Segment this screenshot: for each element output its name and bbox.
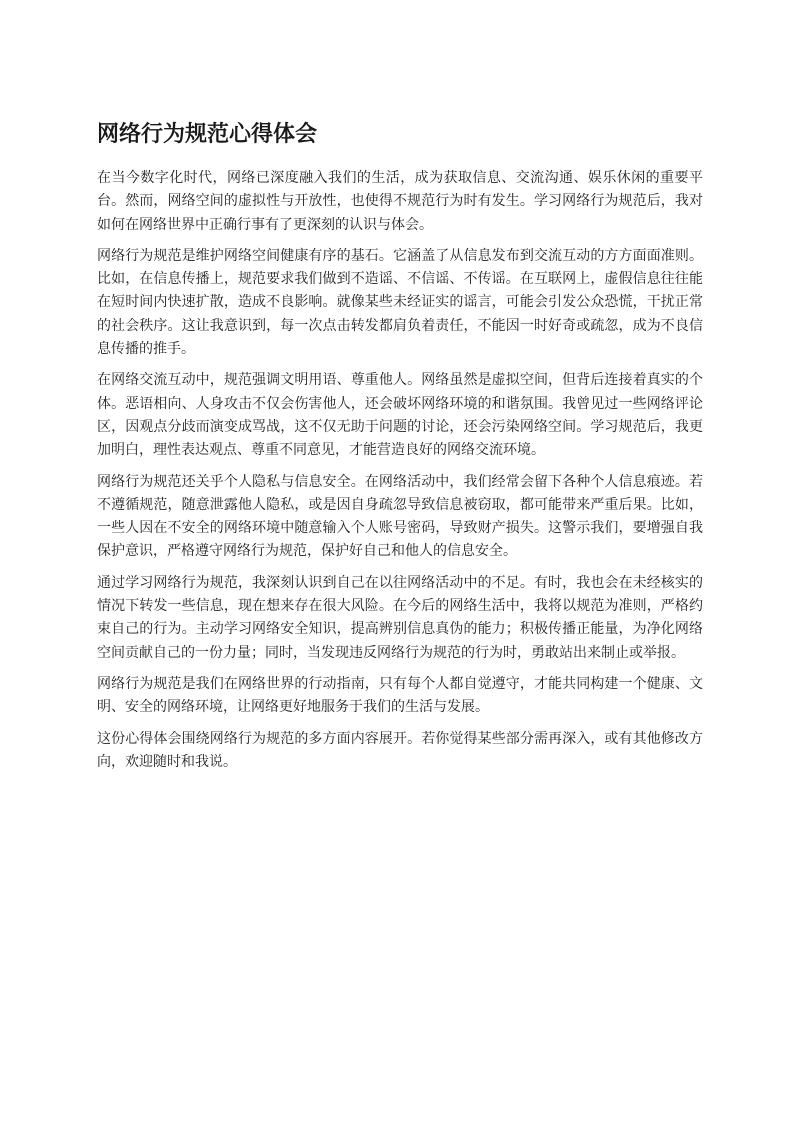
paragraph-intro: 在当今数字化时代，网络已深度融入我们的生活，成为获取信息、交流沟通、娱乐休闲的重要平台。然而，网络空间的虚拟性与开放性，也使得不规范行为时有发生。学习网络行为规范后，我对如何在网络世界中正确行事有了更深刻的认识与体会。 — [97, 170, 703, 233]
paragraph-reflection: 通过学习网络行为规范，我深刻认识到自己在以往网络活动中的不足。有时，我也会在未经核实的情况下转发一些信息，现在想来存在很大风险。在今后的网络生活中，我将以规范为准则，严格约束自己的行为。主动学习网络安全知识，提高辨别信息真伪的能力；积极传播正能量，为净化网络空间贡献自己的一份力量；同时，当发现违反网络行为规范的行为时，勇敢站出来制止或举报。 — [97, 574, 703, 661]
paragraph-foundation: 网络行为规范是维护网络空间健康有序的基石。它涵盖了从信息发布到交流互动的方方面面准则。比如，在信息传播上，规范要求我们做到不造谣、不信谣、不传谣。在互联网上，虚假信息往往能在短时间内快速扩散，造成不良影响。就像某些未经证实的谣言，可能会引发公众恐慌，干扰正常的社会秩序。这让我意识到，每一次点击转发都肩负着责任，不能因一时好奇或疏忽，成为不良信息传播的推手。 — [97, 247, 703, 358]
paragraph-privacy: 网络行为规范还关乎个人隐私与信息安全。在网络活动中，我们经常会留下各种个人信息痕迹。若不遵循规范，随意泄露他人隐私，或是因自身疏忽导致信息被窃取，都可能带来严重后果。比如，一些人因在不安全的网络环境中随意输入个人账号密码，导致财产损失。这警示我们，要增强自我保护意识，严格遵守网络行为规范，保护好自己和他人的信息安全。 — [97, 473, 703, 560]
paragraph-communication: 在网络交流互动中，规范强调文明用语、尊重他人。网络虽然是虚拟空间，但背后连接着真实的个体。恶语相向、人身攻击不仅会伤害他人，还会破坏网络环境的和谐氛围。我曾见过一些网络评论区，因观点分歧而演变成骂战，这不仅无助于问题的讨论，还会污染网络空间。学习规范后，我更加明白，理性表达观点、尊重不同意见，才能营造良好的网络交流环境。 — [97, 372, 703, 459]
document-page — [97, 118, 703, 782]
paragraph-note: 这份心得体会围绕网络行为规范的多方面内容展开。若你觉得某些部分需再深入，或有其他修改方向，欢迎随时和我说。 — [97, 730, 703, 770]
paragraph-conclusion: 网络行为规范是我们在网络世界的行动指南，只有每个人都自觉遵守，才能共同构建一个健康、文明、安全的网络环境，让网络更好地服务于我们的生活与发展。 — [97, 675, 703, 716]
page-title: 网络行为规范心得体会 — [97, 122, 318, 147]
